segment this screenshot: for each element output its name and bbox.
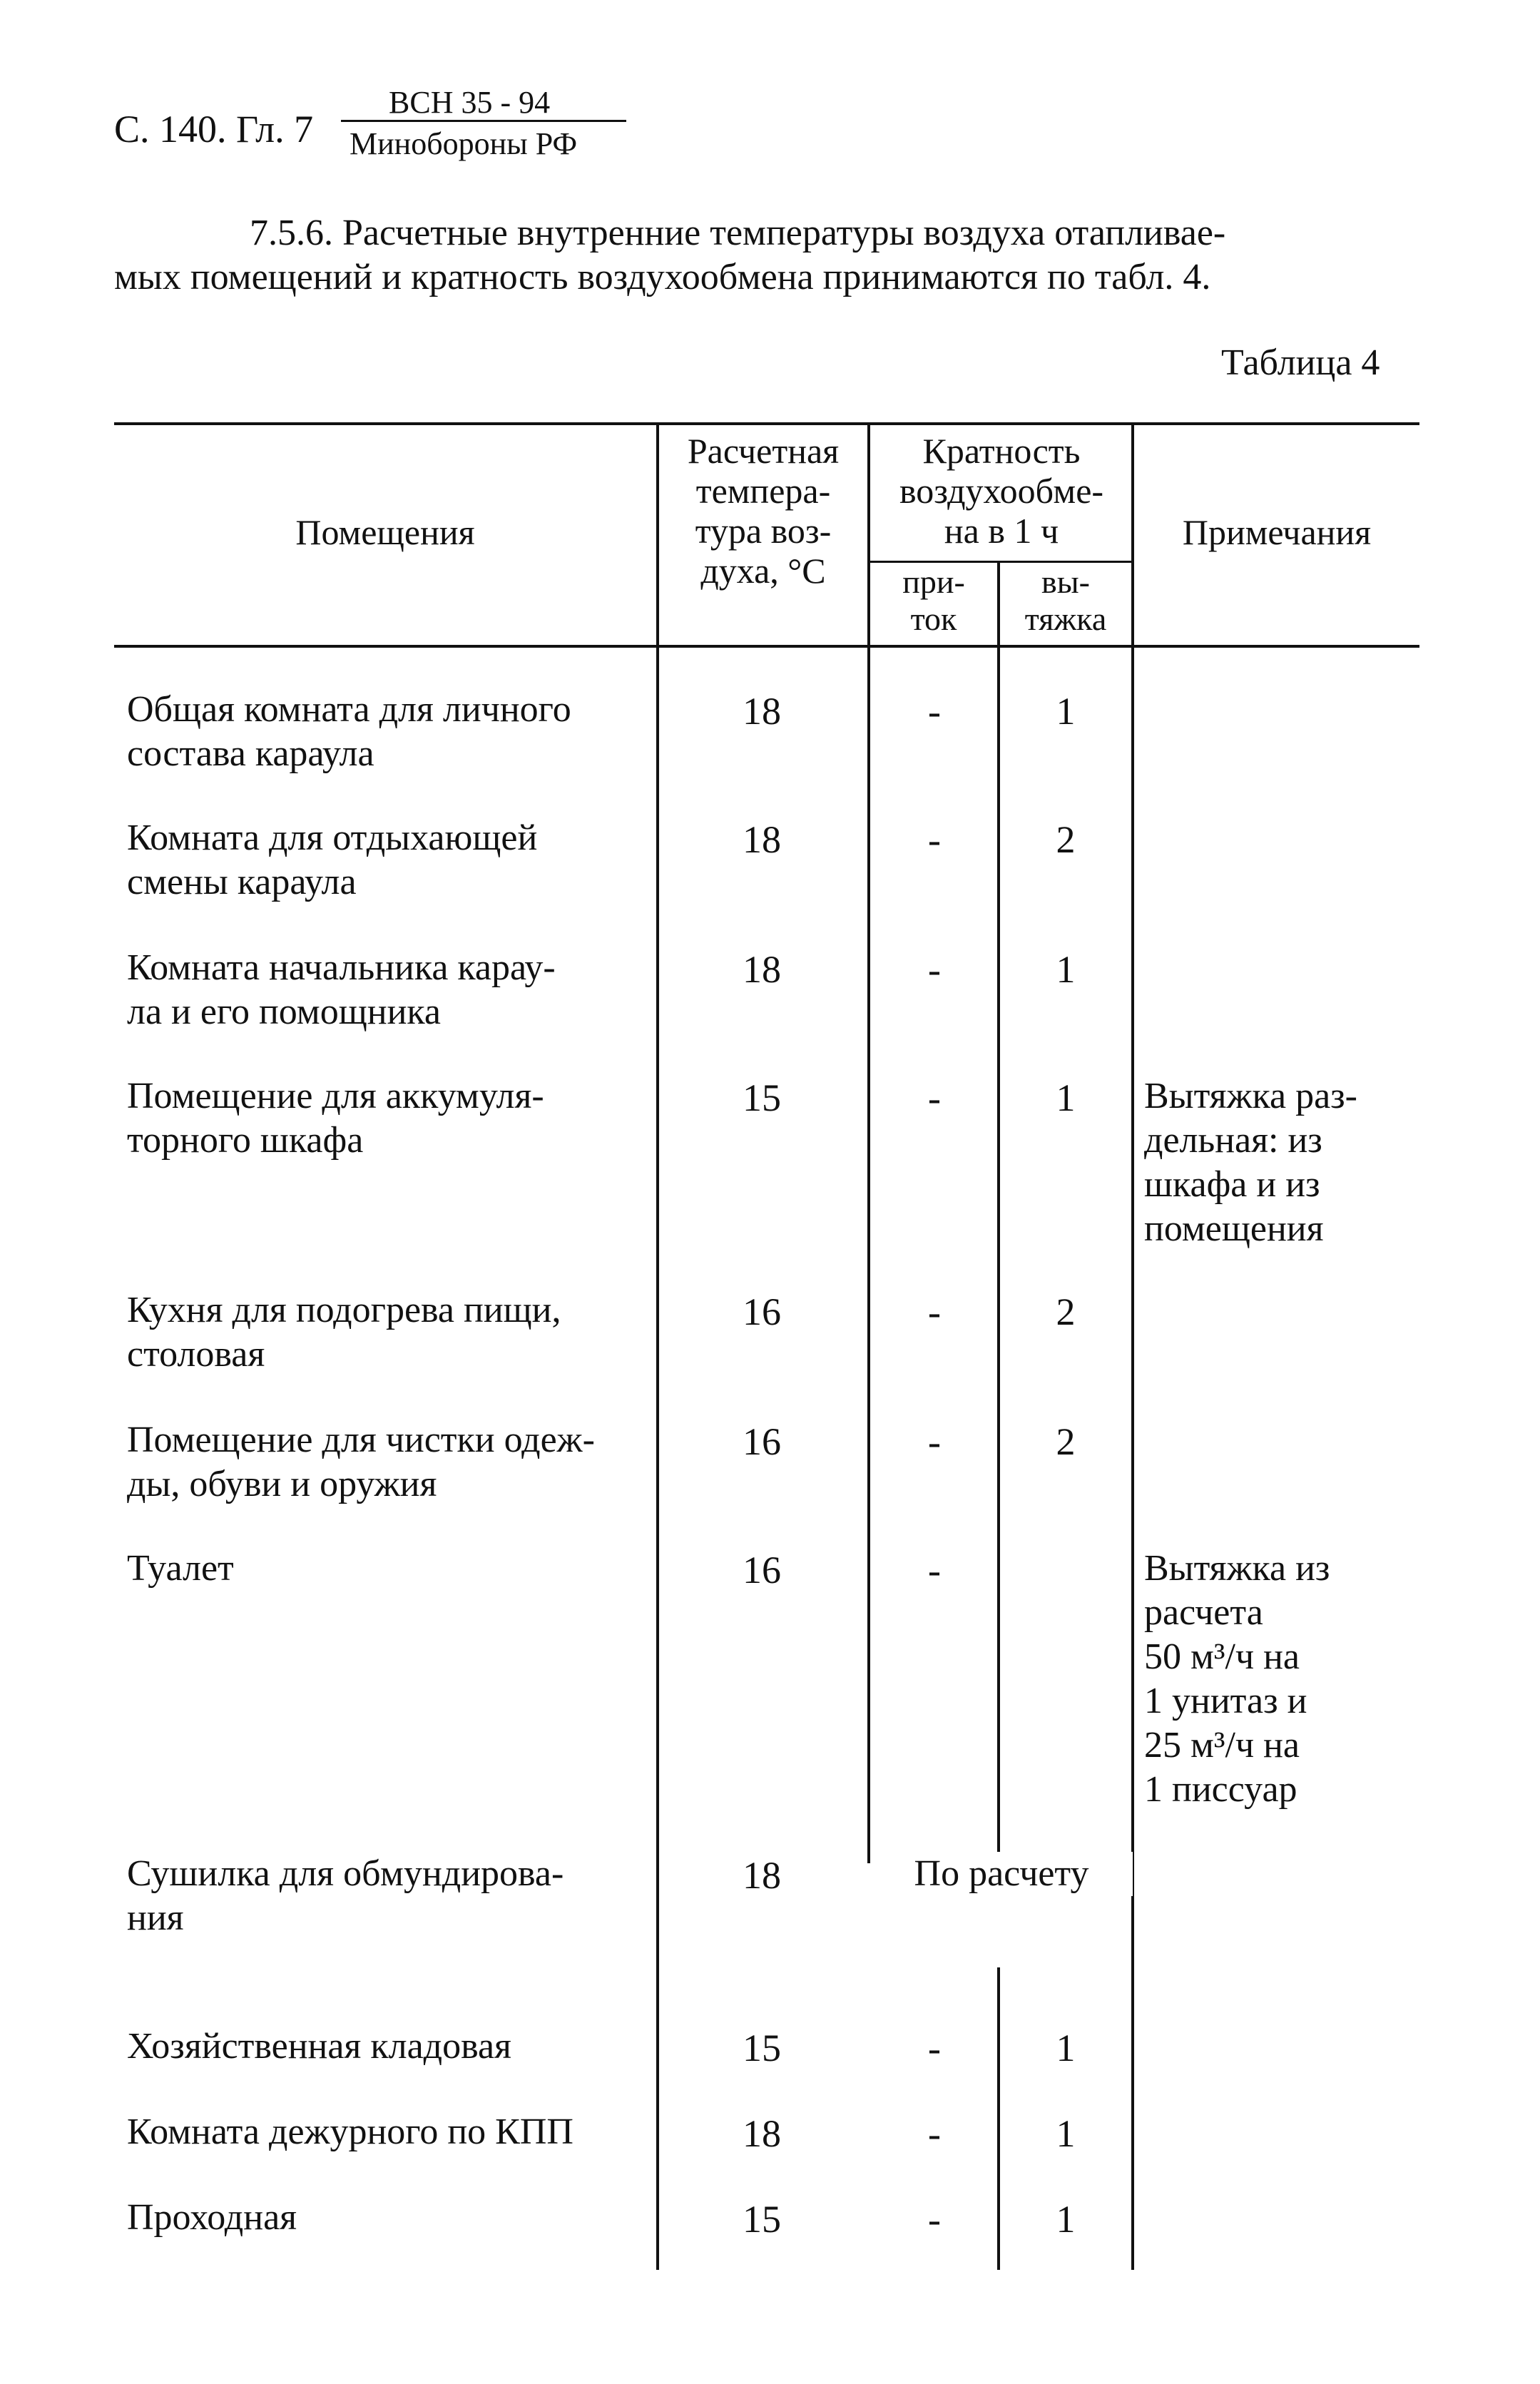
room-name-line: Помещение для чистки одеж- [127,1420,595,1460]
note-line: Вытяжка раз- [1144,1076,1357,1116]
col-line-inflow-exhaust-lower [997,1967,1000,2270]
doc-code: ВСН 35 - 94 [389,85,551,120]
inflow-value: - [928,1076,941,1119]
header-exchange-line: воздухообме- [899,471,1104,511]
table-row [127,1288,561,1377]
temp-value: 15 [743,2198,781,2241]
exhaust-value: 1 [1056,690,1076,733]
room-name-line: Комната для отдыхающей [127,817,538,858]
header-temperature-line: Расчетная [687,431,840,471]
temp-value: 15 [743,1076,781,1119]
temp-value: 18 [743,948,781,991]
exhaust-value: 1 [1056,2027,1076,2069]
note-line: помещения [1144,1208,1324,1249]
table-top-rule [114,422,1419,425]
room-name-line: Комната начальника карау- [127,947,556,988]
room-name-line: Помещение для аккумуля- [127,1076,544,1116]
table-row [127,1852,564,1940]
header-inflow [870,564,997,638]
inflow-value: - [928,948,941,991]
header-exchange-line: на в 1 ч [944,511,1059,551]
table-row [127,946,556,1034]
ministry: Минобороны РФ [350,126,578,161]
note-line: Вытяжка из [1144,1548,1330,1589]
room-name-line: смены караула [127,862,357,902]
inflow-value: - [928,2027,941,2069]
room-name-line: торного шкафа [127,1120,364,1161]
inflow-value: - [928,2112,941,2155]
header-temperature-line: темпера- [695,471,831,511]
header-exhaust-line: вы- [1041,564,1090,600]
header-exhaust-line: тяжка [1024,601,1107,637]
room-name-line: Общая комната для личного [127,689,571,730]
note-cell [1144,1547,1330,1812]
header-bottom-rule [114,645,1419,648]
room-name-line: Сушилка для обмундирова- [127,1853,564,1894]
room-name-line: Кухня для подогрева пищи, [127,1290,561,1330]
note-line: 25 м³/ч на [1144,1725,1300,1766]
inflow-value: - [928,1420,941,1463]
table-label: Таблица 4 [1221,342,1380,383]
exhaust-value: 2 [1056,1420,1076,1463]
header-rooms: Помещения [295,512,475,552]
room-name-line: Проходная [127,2197,297,2238]
table-row [127,2024,511,2069]
temp-value: 18 [743,690,781,733]
header-inflow-line: при- [902,564,965,600]
exhaust-value: 1 [1056,948,1076,991]
room-name-line: ды, обуви и оружия [127,1464,437,1504]
col-line-temp [656,422,659,2270]
table-row [127,2110,573,2154]
exhaust-value: 2 [1056,818,1076,861]
merged-exchange-value: По расчету [870,1852,1133,1896]
paragraph-line-1: 7.5.6. Расчетные внутренние температуры воздуха отапливае- [250,213,1226,253]
header-notes: Примечания [1182,512,1372,552]
header-exhaust [1000,564,1131,638]
header-temperature [659,431,867,591]
exhaust-value: 1 [1056,2198,1076,2241]
note-line: 1 писсуар [1144,1769,1297,1810]
room-name-line: ния [127,1897,184,1938]
table-row [127,816,537,905]
note-line: шкафа и из [1144,1164,1320,1205]
paragraph-line-2: мых помещений и кратность воздухообмена принимаются по табл. 4. [114,257,1211,297]
note-line: 1 унитаз и [1144,1681,1307,1721]
header-exchange-line: Кратность [922,431,1081,471]
col-line-inflow-exhaust [997,561,1000,1852]
exhaust-value: 1 [1056,1076,1076,1119]
temp-value: 18 [743,818,781,861]
temp-value: 15 [743,2027,781,2069]
exhaust-value: 1 [1056,2112,1076,2155]
inflow-value: - [928,818,941,861]
temp-value: 18 [743,2112,781,2155]
room-name-line: Хозяйственная кладовая [127,2026,511,2067]
page-label: С. 140. Гл. 7 [114,108,314,151]
header-inflow-line: ток [910,601,957,637]
fraction-bar [341,120,626,122]
inflow-value: - [928,2198,941,2241]
table-row [127,1074,544,1163]
header-exchange [870,431,1133,551]
room-name-line: Комната дежурного по КПП [127,2112,573,2152]
temp-value: 16 [743,1420,781,1463]
exhaust-value: 2 [1056,1290,1076,1333]
room-name-line: столовая [127,1334,265,1375]
room-name-line: Туалет [127,1548,234,1589]
temp-value: 16 [743,1549,781,1591]
note-cell [1144,1074,1357,1251]
temp-value: 18 [743,1854,781,1897]
table-row [127,1547,234,1591]
exchange-sub-rule [869,561,1134,563]
header-temperature-line: тура воз- [695,511,832,551]
table-row [127,688,571,776]
col-line-notes [1131,422,1134,2270]
note-line: расчета [1144,1592,1263,1633]
note-line: 50 м³/ч на [1144,1636,1300,1677]
table-row [127,2196,297,2240]
header-temperature-line: духа, °С [700,551,826,591]
table-row [127,1418,595,1507]
inflow-value: - [928,1290,941,1333]
room-name-line: состава караула [127,733,374,774]
col-line-exchange-left [867,422,870,1863]
inflow-value: - [928,1549,941,1591]
room-name-line: ла и его помощника [127,992,441,1032]
inflow-value: - [928,690,941,733]
note-line: дельная: из [1144,1120,1322,1161]
temp-value: 16 [743,1290,781,1333]
